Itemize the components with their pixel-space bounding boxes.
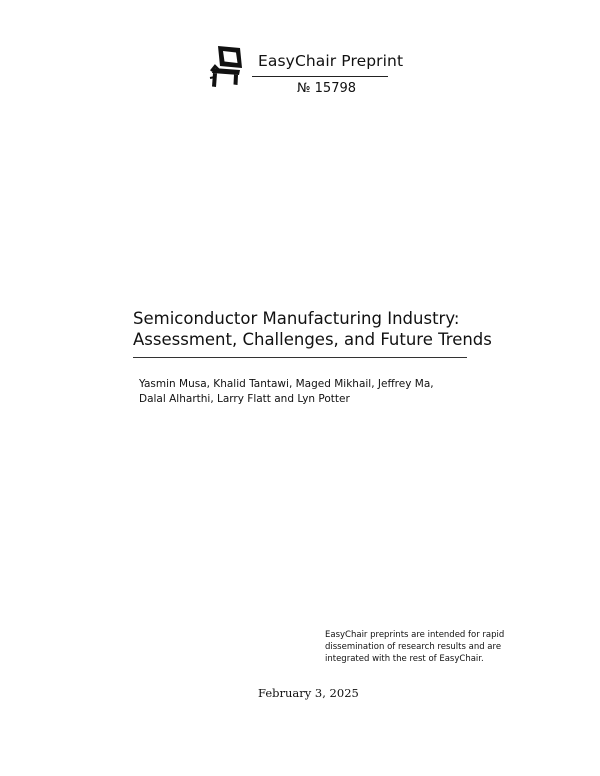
easychair-logo-icon [209,44,245,88]
author-list [139,377,439,407]
paper-title [133,308,492,350]
disclaimer-line: integrated with the rest of EasyChair. [325,654,484,664]
preprint-number: № 15798 [297,81,357,96]
publication-date: February 3, 2025 [258,686,359,700]
disclaimer-line: dissemination of research results and are [325,642,502,652]
author-line: Dalal Alharthi, Larry Flatt and Lyn Potter [139,393,350,405]
disclaimer-line: EasyChair preprints are intended for rapid [325,630,505,640]
title-divider [133,357,467,358]
author-line: Yasmin Musa, Khalid Tantawi, Maged Mikhail, Jeffrey Ma, [139,378,434,390]
header-divider [252,76,388,77]
paper-title-line: Assessment, Challenges, and Future Trends [133,330,492,349]
easychair-preprint-heading: EasyChair Preprint [258,52,404,70]
preprint-disclaimer [325,629,515,665]
paper-title-line: Semiconductor Manufacturing Industry: [133,309,460,328]
